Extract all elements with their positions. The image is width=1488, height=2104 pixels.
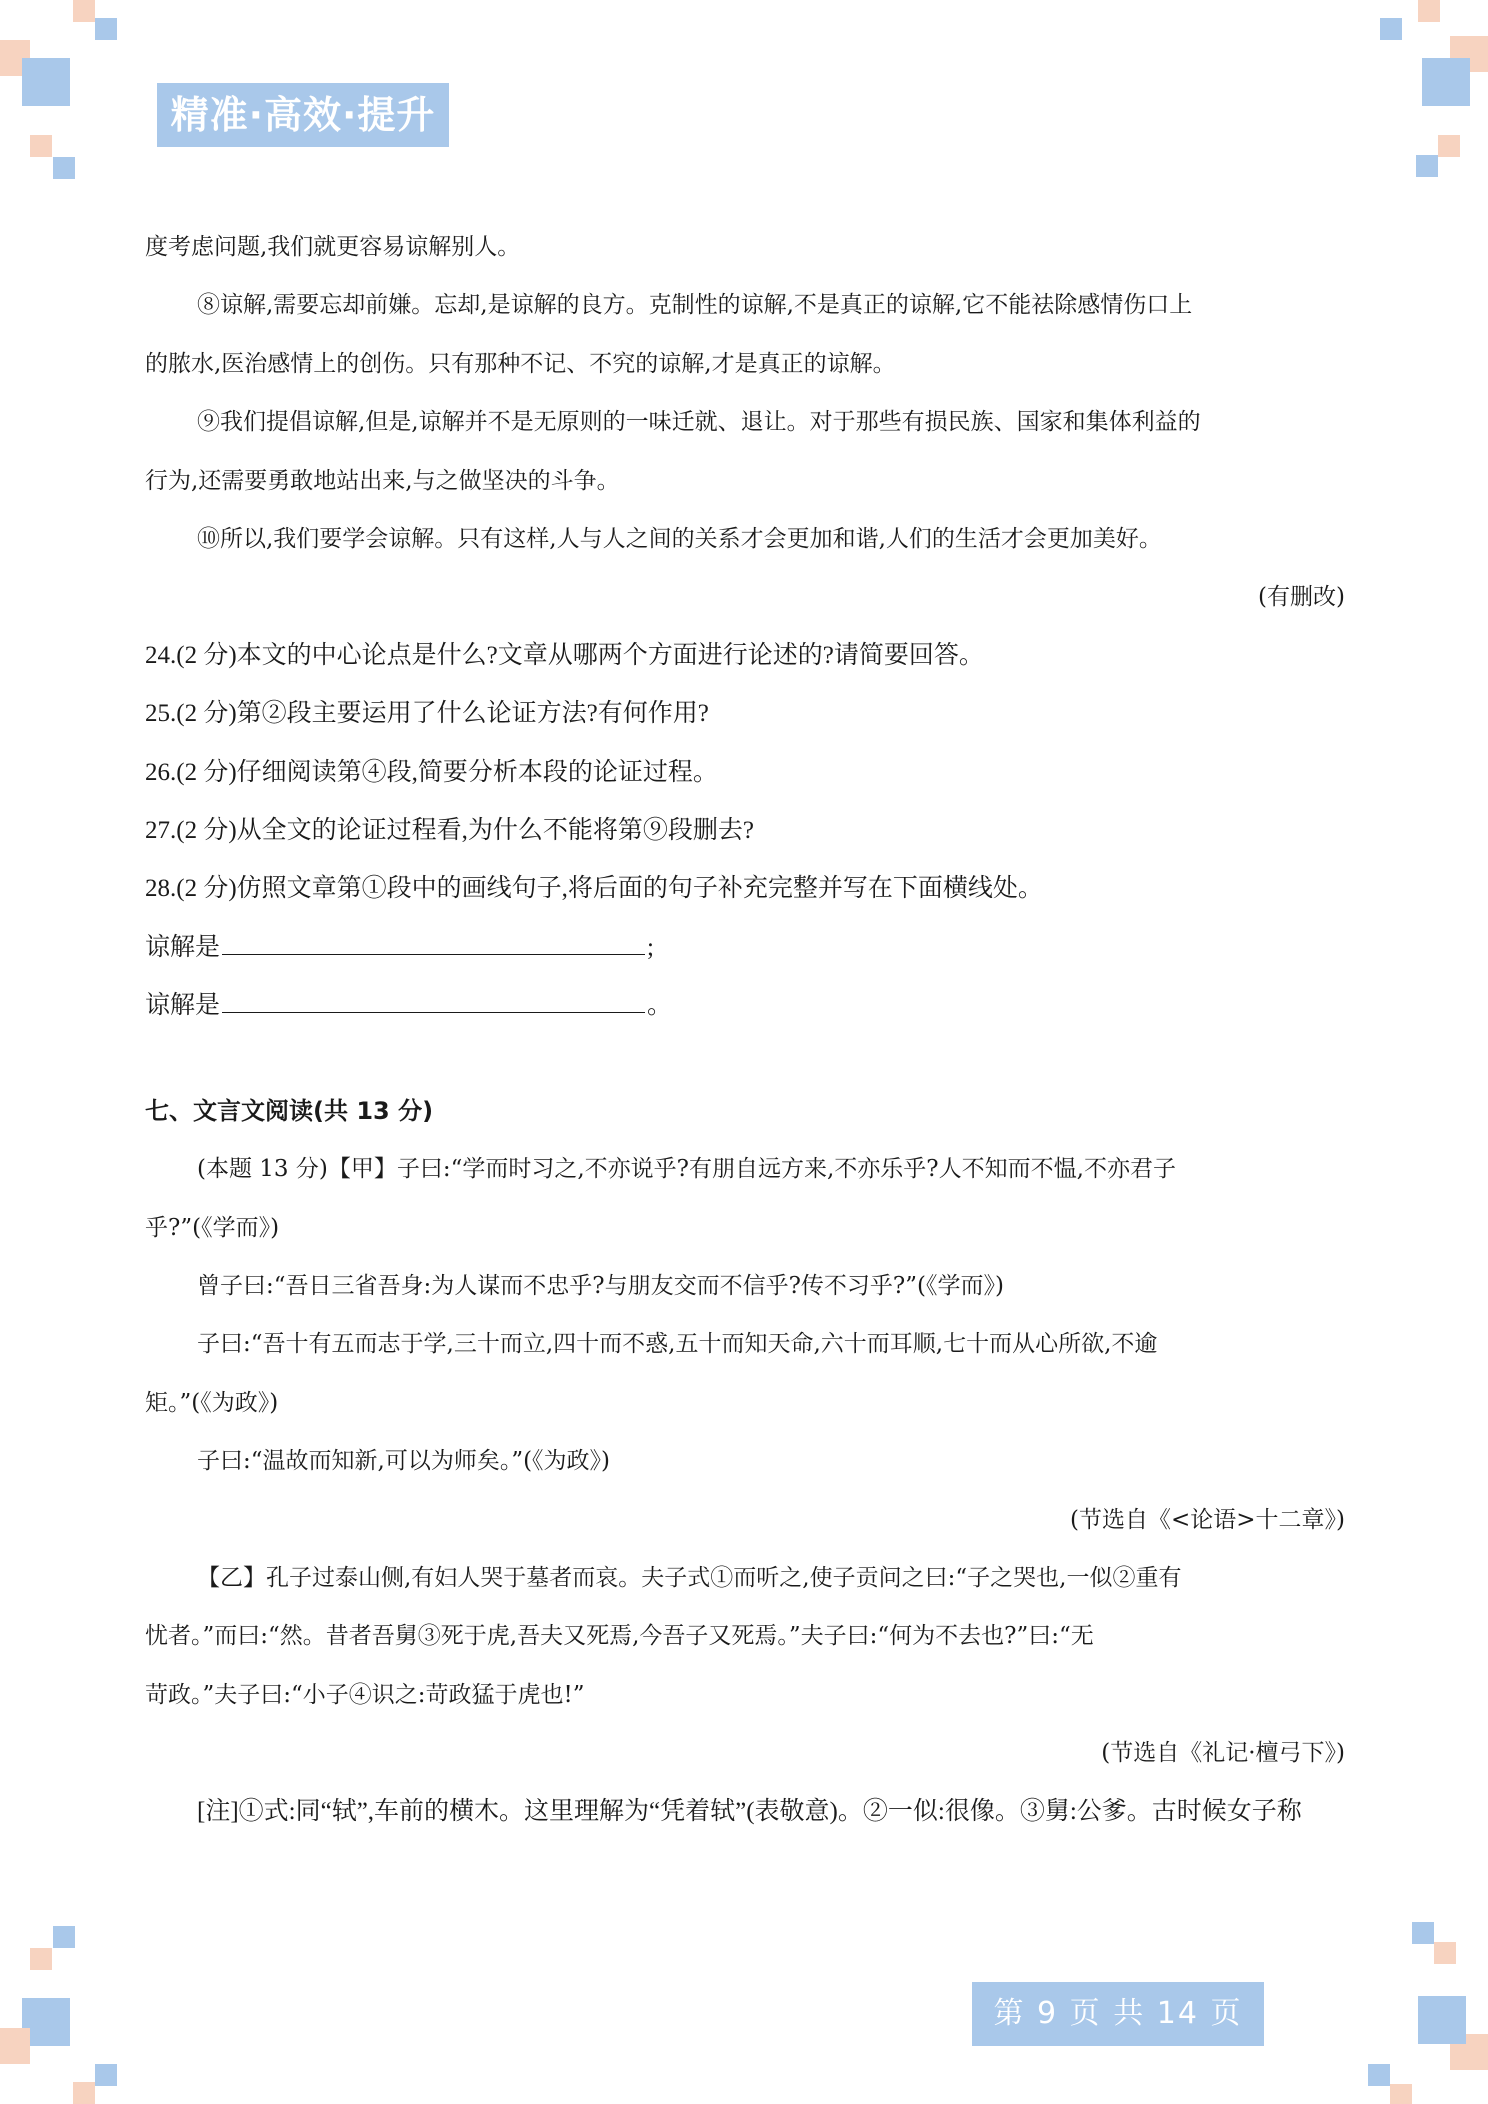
- decor-square: [1416, 155, 1438, 177]
- decor-square: [30, 135, 52, 157]
- decor-square: [53, 157, 75, 179]
- decor-square: [1418, 0, 1440, 22]
- jia-line: 矩。”(《为政》): [145, 1389, 279, 1416]
- decor-square: [1434, 1942, 1456, 1964]
- decor-square: [1418, 1996, 1466, 2044]
- decor-square: [1368, 2064, 1390, 2086]
- passage-line: 的脓水,医治感情上的创伤。只有那种不记、不究的谅解,才是真正的谅解。: [145, 350, 896, 377]
- jia-line: 子曰:“温故而知新,可以为师矣。”(《为政》): [197, 1448, 611, 1475]
- decor-square: [1390, 2084, 1412, 2104]
- passage-line: 度考虑问题,我们就更容易谅解别人。: [145, 234, 521, 260]
- jia-line: 曾子曰:“吾日三省吾身:为人谋而不忠乎?与朋友交而不信乎?传不习乎?”(《学而》): [197, 1272, 1004, 1299]
- decor-square: [95, 18, 117, 40]
- jia-source: (节选自《<论语>十二章》): [1070, 1506, 1345, 1533]
- jia-line: (本题 13 分)【甲】子曰:“学而时习之,不亦说乎?有朋自远方来,不亦乐乎?人不知而不愠,不亦君子: [197, 1156, 1176, 1183]
- decor-square: [1380, 18, 1402, 40]
- passage-note: (有删改): [1258, 584, 1345, 611]
- question-26: 26.(2 分)仔细阅读第④段,简要分析本段的论证过程。: [145, 758, 718, 786]
- answer-blank[interactable]: [222, 988, 645, 1013]
- fill-line-2: [145, 977, 1345, 1035]
- decor-square: [73, 2082, 95, 2104]
- question-25: 25.(2 分)第②段主要运用了什么论证方法?有何作用?: [145, 700, 709, 728]
- yi-line: 忧者。”而曰:“然。昔者吾舅③死于虎,吾夫又死焉,今吾子又死焉。”夫子曰:“何为不去也?”曰:“无: [145, 1623, 1094, 1650]
- page-content: [145, 218, 1345, 1841]
- decor-square: [1422, 58, 1470, 106]
- decor-square: [53, 1926, 75, 1948]
- yi-line: 【乙】孔子过泰山侧,有妇人哭于墓者而哀。夫子式①而听之,使子贡问之曰:“子之哭也,一似②重有: [197, 1564, 1182, 1591]
- decor-square: [1412, 1922, 1434, 1944]
- question-28: 28.(2 分)仿照文章第①段中的画线句子,将后面的句子补充完整并写在下面横线处。: [145, 875, 1043, 903]
- yi-source: (节选自《礼记·檀弓下》): [1101, 1740, 1345, 1767]
- passage-line: 行为,还需要勇敢地站出来,与之做坚决的斗争。: [145, 467, 620, 494]
- fill-line-prefix: 谅解是: [145, 933, 221, 961]
- jia-line: 子曰:“吾十有五而志于学,三十而立,四十而不惑,五十而知天命,六十而耳顺,七十而从心所欲,不逾: [197, 1331, 1158, 1358]
- header-badge: 精准·高效·提升: [157, 83, 449, 147]
- decor-square: [22, 58, 70, 106]
- fill-line-suffix: ;: [647, 933, 654, 961]
- passage-paragraph-9: ⑨我们提倡谅解,但是,谅解并不是无原则的一味迁就、退让。对于那些有损民族、国家和集体利益的: [197, 409, 1201, 436]
- decor-square: [95, 2064, 117, 2086]
- fill-line-prefix: 谅解是: [145, 992, 221, 1020]
- page-number: 第 9 页 共 14 页: [972, 1982, 1264, 2046]
- decor-square: [30, 1948, 52, 1970]
- fill-line-1: [145, 919, 1345, 977]
- passage-paragraph-8: ⑧谅解,需要忘却前嫌。忘却,是谅解的良方。克制性的谅解,不是真正的谅解,它不能祛除感情伤口上: [197, 292, 1193, 319]
- fill-line-suffix: 。: [647, 992, 673, 1020]
- answer-blank[interactable]: [222, 930, 645, 955]
- footnote: [注]①式:同“轼”,车前的横木。这里理解为“凭着轼”(表敬意)。②一似:很像。③舅:公爹。古时候女子称: [197, 1797, 1302, 1825]
- decor-square: [0, 2028, 30, 2064]
- section-heading: 七、文言文阅读(共 13 分): [145, 1096, 434, 1125]
- question-24: 24.(2 分)本文的中心论点是什么?文章从哪两个方面进行论述的?请简要回答。: [145, 641, 984, 669]
- jia-line: 乎?”(《学而》): [145, 1214, 280, 1241]
- question-27: 27.(2 分)从全文的论证过程看,为什么不能将第⑨段删去?: [145, 817, 754, 845]
- passage-paragraph-10: ⑩所以,我们要学会谅解。只有这样,人与人之间的关系才会更加和谐,人们的生活才会更加美好。: [197, 526, 1162, 553]
- yi-line: 苛政。”夫子曰:“小子④识之:苛政猛于虎也!”: [145, 1681, 585, 1708]
- decor-square: [73, 0, 95, 22]
- decor-square: [1438, 135, 1460, 157]
